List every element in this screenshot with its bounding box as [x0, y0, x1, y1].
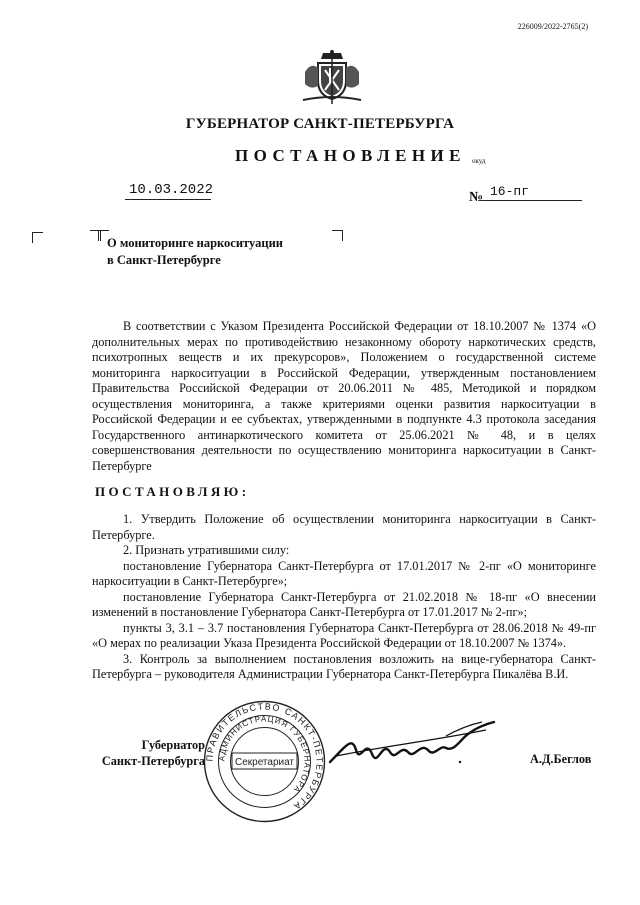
- corner-bracket-subject-left-outer: [90, 230, 101, 241]
- item-2-sub-3: пункты 3, 3.1 – 3.7 постановления Губернатора Санкт-Петербурга от 28.06.2018 № 49-пг «О мерах по реализации Указа Президента Российской Федерации от 18.10.2007 № 1374».: [92, 620, 596, 650]
- stamp-center-text: Секретариат: [234, 757, 295, 768]
- item-2-sub-1: постановление Губернатора Санкт-Петербурга от 17.01.2017 № 2-пг «О мониторинге наркоситуации в Санкт-Петербурге»;: [92, 558, 596, 588]
- item-2-sub-2: постановление Губернатора Санкт-Петербурга от 21.02.2018 № 18-пг «О внесении изменений в постановление Губернатора Санкт-Петербурга от 17.01.2017 № 2-пг»;: [92, 589, 596, 619]
- st-petersburg-coat-of-arms-icon: [301, 50, 363, 104]
- resolve-heading: ПОСТАНОВЛЯЮ:: [95, 484, 250, 499]
- subject-line-1: О мониторинге наркоситуации: [107, 236, 283, 250]
- item-1: 1. Утвердить Положение об осуществлении мониторинга наркоситуации в Санкт-Петербурге.: [92, 512, 596, 542]
- preamble: [92, 319, 596, 474]
- subject-line-2: в Санкт-Петербурге: [107, 253, 221, 267]
- item-3: 3. Контроль за выполнением постановления возложить на вице-губернатора Санкт-Петербурга – руководителя Администрации Губернатора Санкт-Петербурга Пикалёва В.И.: [92, 651, 596, 681]
- document-number: 226009/2022-2765(2): [517, 22, 588, 31]
- signatory-name: А.Д.Беглов: [530, 752, 592, 766]
- corner-bracket-top-left: [32, 232, 43, 243]
- governor-title: ГУБЕРНАТОР САНКТ-ПЕТЕРБУРГА: [185, 116, 455, 132]
- document-number-value: 16-пг: [482, 184, 582, 201]
- document-type: ПОСТАНОВЛЕНИЕ: [235, 146, 466, 165]
- stamp-outer-text: ПРАВИТЕЛЬСТВО САНКТ-ПЕТЕРБУРГА: [204, 701, 325, 813]
- preamble-text: В соответствии с Указом Президента Российской Федерации от 18.10.2007 № 1374 «О дополнительных мерах по противодействию незаконному обороту наркотических средств, психотропных веществ и их прекурсоров», Положением о государственной системе мониторинга наркоситуации в Российской Федерации, утвержденным постановлением Правительства Российской Федерации от 20.06.2011 № 485, Методикой и порядком осуществления мониторинга, а также критериями оценки развития наркоситуации в Российской Федерации и ее субъектах, утвержденными в подпункте 4.3 протокола заседания Государственного антинаркотического комитета от 25.06.2021 № 48, и в целях совершенствования деятельности по осуществлению мониторинга наркоситуации в Санкт-Петербурге: [92, 319, 596, 473]
- official-stamp: [203, 700, 326, 823]
- stamp-inner-text: АДМИНИСТРАЦИЯ ГУБЕРНАТОРА: [217, 714, 312, 795]
- document-subject: [107, 235, 283, 269]
- signatory-title-line-1: Губернатор: [141, 738, 205, 752]
- item-2: 2. Признать утратившими силу:: [123, 543, 290, 557]
- okud-label: окуд: [472, 157, 486, 165]
- document-date: 10.03.2022: [125, 182, 211, 200]
- signatory-title: [93, 737, 205, 769]
- number-sign: №: [469, 190, 484, 205]
- handwritten-signature: [326, 716, 502, 776]
- resolution-items: [92, 512, 596, 683]
- signatory-title-line-2: Санкт-Петербурга: [101, 754, 205, 768]
- corner-bracket-subject-right: [332, 230, 343, 241]
